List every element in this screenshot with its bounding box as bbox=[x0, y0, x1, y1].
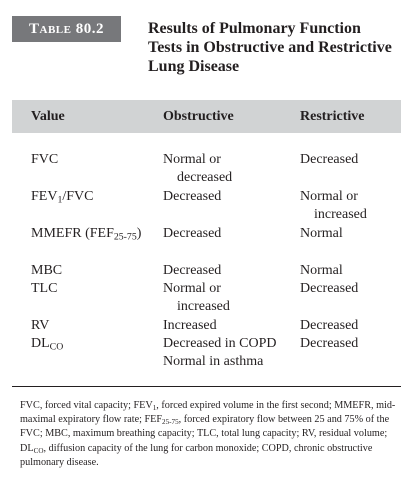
row-fvc-restrictive bbox=[300, 151, 358, 169]
value-text: FEV bbox=[31, 189, 58, 204]
row-rv-obstructive bbox=[163, 317, 217, 335]
row-tlc-obstructive bbox=[163, 280, 230, 316]
obstructive-line1: Increased bbox=[163, 318, 217, 333]
value-text: RV bbox=[31, 318, 50, 333]
obstructive-line1: Decreased bbox=[163, 263, 222, 278]
footnote-text: , diffusion capacity of the lung for carbon monoxide; COPD, chronic obstructive pulmonary disease. bbox=[20, 442, 373, 468]
value-text: TLC bbox=[31, 281, 58, 296]
column-header-value: Value bbox=[31, 109, 65, 124]
footnote-subscript: 25-75 bbox=[162, 417, 179, 426]
footnote-text: , forced expired volume in the first second; MMEFR, mid-maximal expiratory flow rate; FEF bbox=[20, 400, 396, 426]
value-text: MMEFR (FEF bbox=[31, 226, 114, 241]
footnote-text: , forced expiratory flow between 25 and 75% of the FVC; MBC, maximum breathing capacity; TLC, total lung capacity; RV, residual volume; DL bbox=[20, 414, 390, 454]
column-header-obstructive: Obstructive bbox=[163, 109, 234, 124]
obstructive-line1: Normal or bbox=[163, 152, 221, 167]
value-tail: /FVC bbox=[62, 189, 94, 204]
restrictive-line1: Decreased bbox=[300, 152, 359, 167]
table-title: Results of Pulmonary Function Tests in Obstructive and Restrictive Lung Disease bbox=[148, 20, 392, 75]
badge-number: 80.2 bbox=[75, 20, 104, 37]
row-mmefr-restrictive bbox=[300, 225, 343, 243]
row-fev1-fvc-restrictive bbox=[300, 188, 367, 224]
obstructive-line1: Normal or bbox=[163, 281, 221, 296]
row-mbc-obstructive bbox=[163, 262, 221, 280]
row-mbc-value bbox=[31, 262, 62, 280]
restrictive-line1: Normal bbox=[300, 263, 343, 278]
value-subscript: 1 bbox=[57, 194, 63, 206]
row-fvc-value bbox=[31, 151, 58, 169]
value-subscript: CO bbox=[49, 341, 64, 353]
row-fev1-fvc-value bbox=[31, 188, 93, 206]
footnote-text: FVC, forced vital capacity; FEV bbox=[20, 400, 153, 411]
restrictive-line1: Normal or bbox=[300, 189, 358, 204]
value-tail: ) bbox=[136, 226, 142, 241]
row-fev1-fvc-obstructive bbox=[163, 188, 221, 206]
footnote-subscript: 1 bbox=[152, 403, 157, 412]
table-bottom-rule bbox=[12, 386, 401, 387]
row-tlc-restrictive bbox=[300, 280, 358, 298]
row-mmefr-value bbox=[31, 225, 141, 243]
obstructive-line2: decreased bbox=[177, 170, 233, 185]
obstructive-line1: Decreased bbox=[163, 226, 222, 241]
badge-prefix: T bbox=[29, 20, 40, 37]
row-mbc-restrictive bbox=[300, 262, 343, 280]
table-number-badge bbox=[12, 16, 121, 42]
value-text: FVC bbox=[31, 152, 59, 167]
row-rv-value bbox=[31, 317, 49, 335]
footnote-subscript: CO bbox=[33, 446, 44, 455]
row-tlc-value bbox=[31, 280, 57, 298]
table-footnote bbox=[20, 399, 396, 470]
row-dlco-restrictive bbox=[300, 335, 358, 353]
restrictive-line1: Decreased bbox=[300, 281, 359, 296]
row-dlco-obstructive bbox=[163, 335, 277, 371]
restrictive-line1: Decreased bbox=[300, 336, 359, 351]
value-subscript: 25-75 bbox=[113, 231, 137, 243]
obstructive-line1: Decreased bbox=[163, 189, 222, 204]
restrictive-line2: increased bbox=[314, 207, 367, 222]
obstructive-line1: Decreased in COPD bbox=[163, 336, 277, 351]
row-rv-restrictive bbox=[300, 317, 358, 335]
row-fvc-obstructive bbox=[163, 151, 232, 187]
value-text: DL bbox=[31, 336, 50, 351]
table-header-row bbox=[12, 100, 401, 133]
obstructive-line2: Normal in asthma bbox=[163, 354, 264, 369]
row-mmefr-obstructive bbox=[163, 225, 221, 243]
obstructive-line2: increased bbox=[177, 299, 230, 314]
badge-word: able bbox=[39, 20, 72, 37]
restrictive-line1: Normal bbox=[300, 226, 343, 241]
column-header-restrictive: Restrictive bbox=[300, 109, 365, 124]
row-dlco-value bbox=[31, 335, 63, 353]
value-text: MBC bbox=[31, 263, 63, 278]
restrictive-line1: Decreased bbox=[300, 318, 359, 333]
